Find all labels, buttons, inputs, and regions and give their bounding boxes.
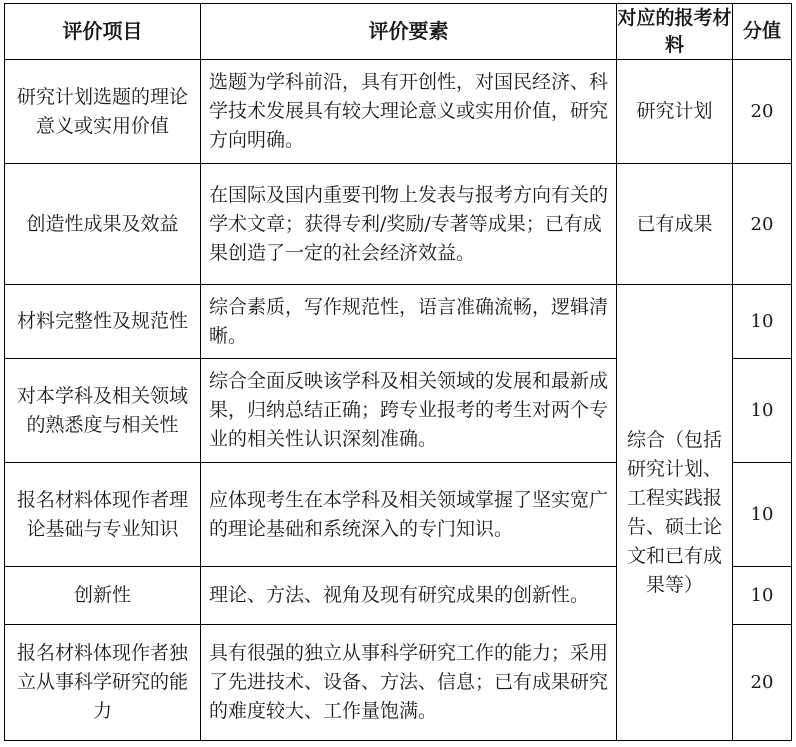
row-score: 20 [733, 164, 792, 285]
row-score: 10 [733, 567, 792, 625]
header-elements: 评价要素 [201, 4, 617, 60]
row-elements: 选题为学科前沿，具有开创性，对国民经济、科学技术发展具有较大理论意义或实用价值，研究方向明确。 [201, 60, 617, 164]
row-item: 创新性 [5, 567, 201, 625]
row-material: 已有成果 [617, 164, 733, 285]
row-score: 20 [733, 60, 792, 164]
header-material: 对应的报考材料 [617, 4, 733, 60]
row-material: 研究计划 [617, 60, 733, 164]
row-score: 10 [733, 463, 792, 567]
row-item: 材料完整性及规范性 [5, 285, 201, 359]
row-score: 20 [733, 625, 792, 741]
row-item: 报名材料体现作者独立从事科学研究的能力 [5, 625, 201, 741]
header-score: 分值 [733, 4, 792, 60]
table-row [5, 285, 792, 359]
merged-material: 综合（包括研究计划、工程实践报告、硕士论文和已有成果等） [617, 285, 733, 741]
row-elements: 在国际及国内重要刊物上发表与报考方向有关的学术文章；获得专利/奖励/专著等成果；已有成果创造了一定的社会经济效益。 [201, 164, 617, 285]
row-elements: 综合素质，写作规范性，语言准确流畅，逻辑清晰。 [201, 285, 617, 359]
header-row [5, 4, 792, 60]
row-elements: 具有很强的独立从事科学研究工作的能力；采用了先进技术、设备、方法、信息；已有成果研究的难度较大、工作量饱满。 [201, 625, 617, 741]
row-score: 10 [733, 285, 792, 359]
row-score: 10 [733, 359, 792, 463]
row-item: 对本学科及相关领域的熟悉度与相关性 [5, 359, 201, 463]
header-item: 评价项目 [5, 4, 201, 60]
evaluation-table [4, 3, 792, 741]
row-item: 研究计划选题的理论意义或实用价值 [5, 60, 201, 164]
row-item: 创造性成果及效益 [5, 164, 201, 285]
row-elements: 理论、方法、视角及现有研究成果的创新性。 [201, 567, 617, 625]
row-elements: 应体现考生在本学科及相关领域掌握了坚实宽广的理论基础和系统深入的专门知识。 [201, 463, 617, 567]
table-row [5, 60, 792, 164]
table-row [5, 164, 792, 285]
row-item: 报名材料体现作者理论基础与专业知识 [5, 463, 201, 567]
row-elements: 综合全面反映该学科及相关领域的发展和最新成果，归纳总结正确；跨专业报考的考生对两个专业的相关性认识深刻准确。 [201, 359, 617, 463]
